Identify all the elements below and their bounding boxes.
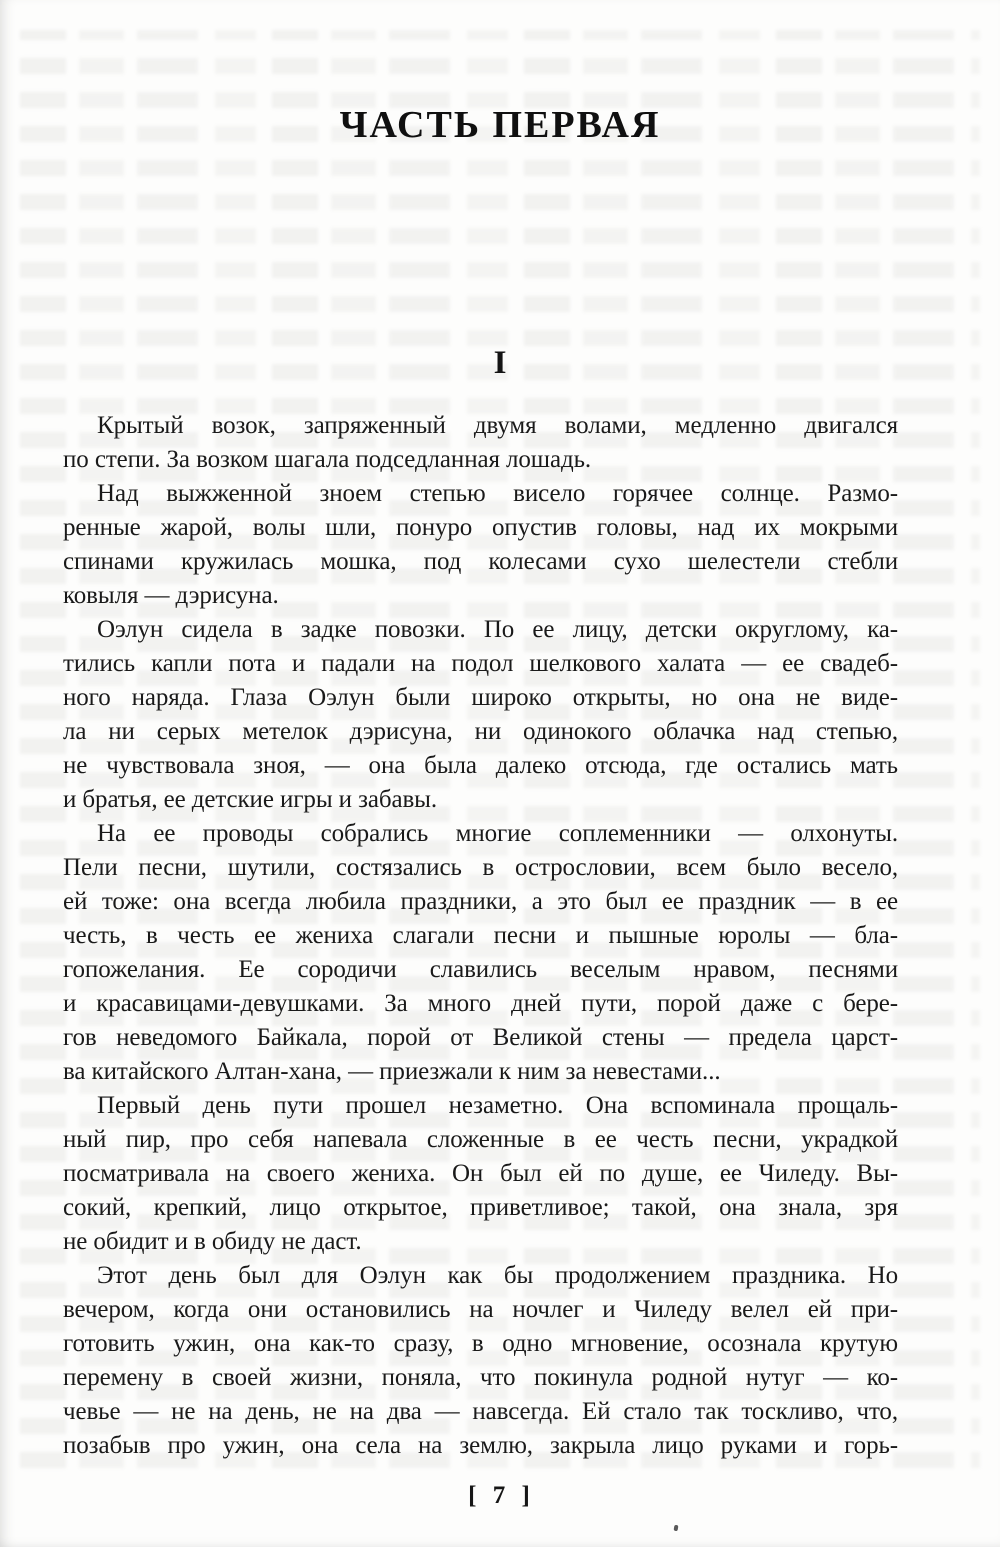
text-line: честь, в честь ее жениха слагали песни и пышные юролы — бла- — [63, 922, 898, 949]
ink-speck — [674, 1525, 679, 1532]
part-title: ЧАСТЬ ПЕРВАЯ — [339, 104, 661, 146]
text-line: ва китайского Алтан-хана, — приезжали к ним за невестами... — [63, 1058, 721, 1085]
text-line: позабыв про ужин, она села на землю, закрыла лицо руками и горь- — [63, 1432, 898, 1459]
text-line: Этот день был для Оэлун как бы продолжением праздника. Но — [97, 1262, 898, 1289]
paragraph — [63, 409, 898, 477]
text-line: и красавицами-девушками. За много дней пути, порой даже с бере- — [63, 990, 898, 1017]
text-line: ей тоже: она всегда любила праздники, а это был ее праздник — в ее — [63, 888, 898, 915]
text-line: и братья, ее детские игры и забавы. — [63, 786, 438, 813]
paragraph — [63, 1259, 898, 1463]
text-line: чевье — не на день, не на два — навсегда. Ей стало так тоскливо, что, — [63, 1398, 898, 1425]
text-line: вечером, когда они остановились на ночлег и Чиледу велел ей при- — [63, 1296, 898, 1323]
paragraph — [63, 613, 898, 817]
text-line: Пели песни, шутили, состязались в острословии, всем было весело, — [63, 854, 898, 881]
paragraph — [63, 817, 898, 1089]
text-line: На ее проводы собрались многие соплеменники — олхонуты. — [97, 820, 898, 847]
text-line: ного наряда. Глаза Оэлун были широко открыты, но она не виде- — [63, 684, 898, 711]
text-line: гов неведомого Байкала, порой от Великой стены — предела царст- — [63, 1024, 898, 1051]
text-line: готовить ужин, она как-то сразу, в одно мгновение, осознала крутую — [63, 1330, 898, 1357]
text-line: ковыля — дэрисуна. — [63, 582, 279, 609]
paragraph — [63, 477, 898, 613]
text-line: Первый день пути прошел незаметно. Она вспоминала прощаль- — [97, 1092, 898, 1119]
text-line: гопожелания. Ее сородичи славились веселым нравом, песнями — [63, 956, 898, 983]
text-line: ла ни серых метелок дэрисуна, ни одинокого облачка над степью, — [63, 718, 898, 745]
text-line: не чувствовала зноя, — она была далеко отсюда, где остались мать — [63, 752, 898, 779]
text-line: Над выжженной зноем степью висело горячее солнце. Размо- — [97, 480, 898, 507]
text-line: ренные жарой, волы шли, понуро опустив головы, над их мокрыми — [63, 514, 898, 541]
text-line: сокий, крепкий, лицо открытое, приветливое; такой, она знала, зря — [63, 1194, 898, 1221]
text-line: ный пир, про себя напевала сложенные в ее честь песни, украдкой — [63, 1126, 898, 1153]
paragraph — [63, 1089, 898, 1259]
text-line: Оэлун сидела в задке повозки. По ее лицу, детски округлому, ка- — [97, 616, 898, 643]
text-line: тились капли пота и падали на подол шелкового халата — ее свадеб- — [63, 650, 898, 677]
text-line: перемену в своей жизни, поняла, что покинула родной нутуг — ко- — [63, 1364, 898, 1391]
chapter-numeral: I — [493, 345, 507, 381]
text-line: по степи. За возком шагала подседланная лошадь. — [63, 446, 592, 473]
text-line: не обидит и в обиду не даст. — [63, 1228, 362, 1255]
text-line: посматривала на своего жениха. Он был ей по душе, ее Чиледу. Вы- — [63, 1160, 898, 1187]
text-line: Крытый возок, запряженный двумя волами, медленно двигался — [97, 412, 898, 439]
text-line: спинами кружилась мошка, под колесами сухо шелестели стебли — [63, 548, 898, 575]
page-number: [ 7 ] — [468, 1482, 532, 1509]
body-text — [63, 409, 898, 1463]
